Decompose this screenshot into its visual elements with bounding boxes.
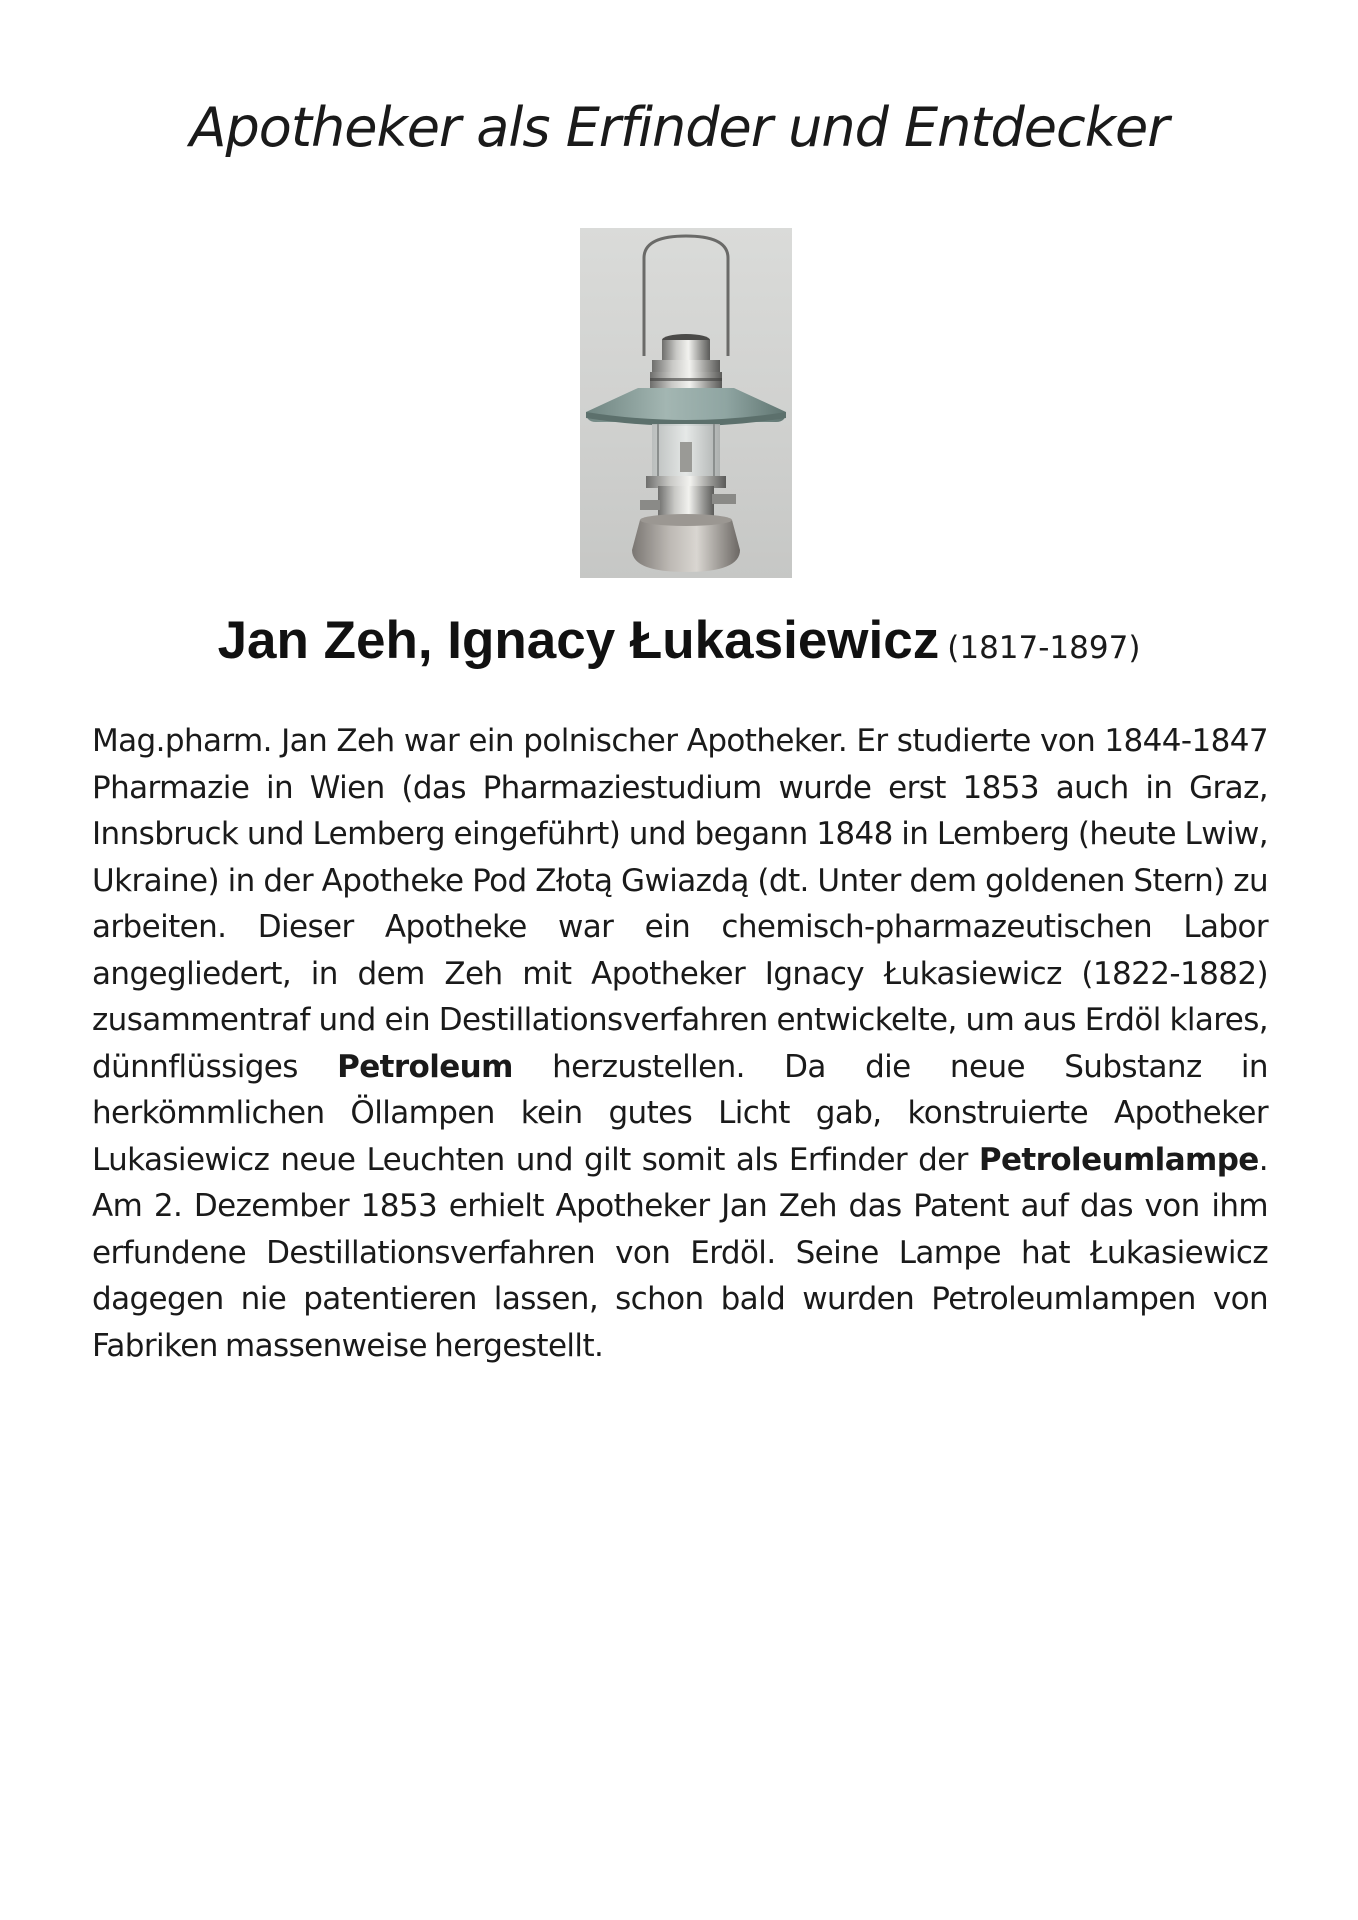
article-text: . Am 2. Dezember 1853 erhielt Apotheker Jan Zeh das Patent auf das von ihm erfundene Destillationsverfahren von Erdöl. Seine Lampe hat Łukasiewicz dagegen nie patentieren lassen, schon bald wurden Petroleumlampen von Fabriken massenweise hergestellt. xyxy=(92,1141,1268,1364)
lamp-photo xyxy=(580,228,792,578)
highlight-petroleum: Petroleum xyxy=(337,1048,513,1085)
article-body xyxy=(92,718,1268,1369)
page-title: Apotheker als Erfinder und Entdecker xyxy=(189,96,1169,159)
highlight-petroleumlampe: Petroleumlampe xyxy=(978,1141,1259,1178)
person-heading xyxy=(0,608,1358,683)
person-years: (1817-1897) xyxy=(947,630,1141,666)
person-names: Jan Zeh, Ignacy Łukasiewicz xyxy=(217,611,940,670)
article-text: herzustellen. Da die neue Substanz in herkömmlichen Öllampen kein gutes Licht gab, konstruierte Apotheker Lukasiewicz neue Leuchten und gilt somit als Erfinder der xyxy=(92,1048,1268,1178)
petroleum-lamp-icon xyxy=(580,228,792,578)
article-text: Mag.pharm. Jan Zeh war ein polnischer Apotheker. Er studierte von 1844-1847 Pharmazie in Wien (das Pharmaziestudium wurde erst 1853 auch in Graz, Innsbruck und Lemberg eingeführt) und begann 1848 in Lemberg (heute Lwiw, Ukraine) in der Apotheke Pod Złotą Gwiazdą (dt. Unter dem goldenen Stern) zu arbeiten. Dieser Apotheke war ein chemisch-pharmazeutischen Labor angegliedert, in dem Zeh mit Apotheker Ignacy Łukasiewicz (1822-1882) zusammentraf und ein Destillationsverfahren entwickelte, um aus Erdöl klares, dünnflüssiges xyxy=(92,723,1268,1085)
